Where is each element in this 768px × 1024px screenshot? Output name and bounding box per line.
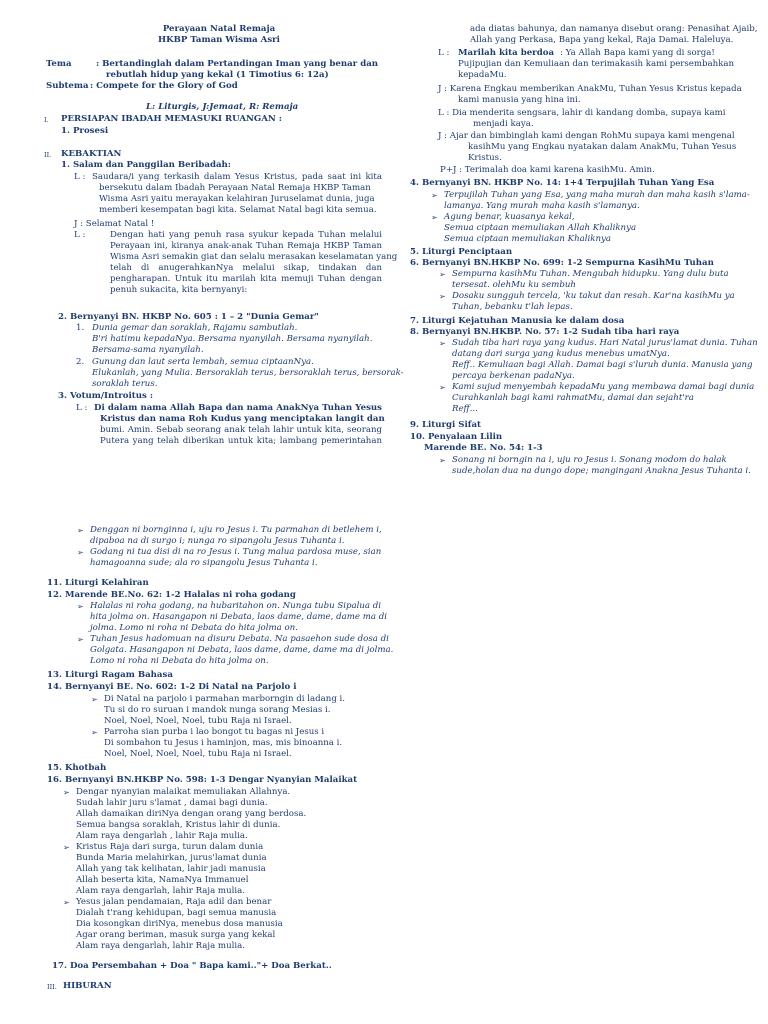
salam-j1: J : Selamat Natal ! — [74, 219, 155, 229]
section-2-numeral: II. — [44, 151, 52, 159]
salam-l1-prefix: L : — [74, 172, 86, 182]
salam-heading: 1. Salam dan Panggilan Beribadah: — [61, 160, 231, 170]
doa-marilah-rest: Pujipujian dan Kemuliaan dan terimakasih kami persembahkan kepadaMu. — [458, 59, 735, 80]
votum-heading: 3. Votum/Introitus : — [58, 391, 154, 401]
item-15: 15. Khotbah — [47, 763, 107, 773]
item-16-verses: ➢ Dengar nyanyian malaikat memuliakan Allahnya. Sudah lahir juru s'lamat , damai bagi dunia. Allah damaikan diriNya dengan orang yang berdosa. Semua bangsa soraklah, Kristus lahir di dunia. Alam raya dengarlah , lahir Raja mulia. ➢ Kristus Raja dari surga, turun dalam dunia Bunda Maria melahirkan, jurus'lamat dunia Allah yang tak kelihatan, lahir jadi manusia Allah beserta kita, NamaNya Immanuel Alam raya dengarlah, lahir Raja mulia. ➢ Yesus jalan pendamaian, Raja adil dan benar Dialah t'rang kehidupan, bagi semua manusia Dia kosongkan diriNya, menebus dosa manusia Agar orang beriman, masuk surga yang kekal Alam raya dengarlah, lahir Raja mulia. — [76, 787, 306, 952]
item-16: 16. Bernyanyi BN.HKBP No. 598: 1-3 Dengar Nyanyian Malaikat — [47, 775, 358, 785]
item-8: 8. Bernyanyi BN.HKBP. No. 57: 1-2 Sudah tiba hari raya — [410, 327, 680, 337]
item-14: 14. Bernyanyi BE. No. 602: 1-2 Di Natal na Parjolo i — [47, 682, 297, 692]
section-1-numeral: I. — [44, 116, 49, 124]
item-9: 9. Liturgi Sifat — [410, 420, 481, 430]
song-605-verse-1: Dunia gemar dan soraklah, Rajamu sambutlah. B'ri hatimu kepadaNya. Bersama nyanyilah. Bersama nyanyilah. Bersama-sama nyanyilah. — [92, 323, 373, 355]
item-8-verses: ➢ Sudah tiba hari raya yang kudus. Hari Natal jurus'lamat dunia. Tuhan datang dari surga yang kudus menebus umatNya. Reff.. Kemuliaan bagi Allah. Damai bagi s'luruh dunia. Manusia yang percaya berkenan padaNya. ➢ Kami sujud menyembah kepadaMu yang membawa damai bagi dunia Curahkanlah bagi kami rahmatMu, damai dan sejaht'ra Reff... — [452, 338, 758, 415]
song-605-verse-2: Gunung dan laut serta lembah, semua ciptaanNya. Elukanlah, yang Mulia. Bersoraklah terus, bersoraklah terus, bersorak- soraklah terus. — [92, 357, 404, 389]
doa-pj: P+J : Terimalah doa kami karena kasihMu. Amin. — [440, 165, 655, 175]
subtema-label: Subtema — [46, 81, 89, 91]
item-5: 5. Liturgi Penciptaan — [410, 247, 513, 257]
section-3-title: HIBURAN — [63, 981, 112, 991]
item-13: 13. Liturgi Ragam Bahasa — [47, 670, 173, 680]
song-605-heading: 2. Bernyanyi BN. HKBP No. 605 : 1 – 2 "Dunia Gemar" — [58, 312, 319, 322]
item-10-song: Marende BE. No. 54: 1-3 — [424, 443, 543, 453]
item-10: 10. Penyalaan Lilin — [410, 432, 503, 442]
tema-text-1: : Bertandinglah dalam Pertandingan Iman yang benar dan — [96, 59, 379, 69]
item-14-verses: ➢ Di Natal na parjolo i parmahan marborngin di ladang i. Tu si do ro suruan i mandok nunga sorang Mesias i. Noel, Noel, Noel, Noel, tubu Raja ni Israel. ➢ Parroha sian purba i lao bongot tu bagas ni Jesus i Di sombahon tu Jesus i haminjon, mas, mis binoanna i. Noel, Noel, Noel, Noel, tubu Raja ni Israel. — [104, 694, 345, 760]
item-12-verses: ➢ Halalas ni roha godang, na hubaritahon on. Nunga tubu Sipalua di hita jolma on. Hasangapon ni Debata, laos dame, dame, dame ma di jolma. Lomo ni roha ni Debata do hita jolma on. ➢ Tuhan Jesus hadomuan na disuru Debata. Na pasaehon sude dosa di Golgata. Hasangapon ni Debata, laos dame, dame, dame ma di jolma. Lomo ni roha ni Debata do hita jolma on. — [90, 601, 393, 667]
doa-j-ajar: J : Ajar dan bimbinglah kami dengan RohMu supaya kami mengenal kasihMu yang Engkau nyatakan dalam AnakMu, Tuhan Yesus Kristus. — [438, 131, 737, 163]
salam-l1-text: Saudara/i yang terkasih dalam Yesus Kristus, pada saat ini kita bersekutu dalam Ibadah Perayaan Natal Remaja HKBP Taman Wisma Asri yaitu merayakan kelahiran Juruselamat dunia, juga memberi kesempatan bagi kita. Selamat Natal bagi kita semua. — [92, 172, 382, 215]
doa-l-dia: L : Dia menderita sengsara, lahir di kandang domba, supaya kami menjadi kaya. — [438, 108, 726, 129]
song-605-v2-num: 2. — [76, 357, 85, 367]
song-605-v1-num: 1. — [76, 323, 85, 333]
item-4-verses: ➢ Terpujilah Tuhan yang Esa, yang maha murah dan maha kasih s'lama- lamanya. Yang murah maha kasih s'lamanya. ➢ Agung benar, kuasanya kekal, Semua ciptaan memuliakan Allah Khaliknya Semua ciptaan memuliakan Khaliknya — [444, 190, 750, 245]
doc-subtitle: HKBP Taman Wisma Asri — [158, 35, 280, 45]
role-legend: L: Liturgis, J:Jemaat, R: Remaja — [146, 102, 299, 112]
item-6: 6. Bernyanyi BN.HKBP No. 699: 1-2 Sempurna KasihMu Tuhan — [410, 258, 714, 268]
item-7: 7. Liturgi Kejatuhan Manusia ke dalam dosa — [410, 316, 625, 326]
doc-title: Perayaan Natal Remaja — [162, 24, 276, 34]
section-2-title: KEBAKTIAN — [61, 149, 122, 159]
tema-text-2: rebutlah hidup yang kekal (1 Timotius 6: 12a) — [106, 70, 329, 80]
votum-prefix: L : — [76, 403, 88, 413]
votum-continuation: ada diatas bahunya, dan namanya disebut orang: Penasihat Ajaib, Allah yang Perkasa, Bapa yang kekal, Raja Damai. Haleluya. — [470, 24, 758, 45]
item-6-verses: ➢ Sempurna kasihMu Tuhan. Mengubah hidupku. Yang dulu buta tersesat. olehMu ku sembuh ➢ Dosaku sungguh tercela, 'ku takut dan resah. Kar'na kasihMu ya Tuhan, bebanku t'lah lepas. — [452, 269, 735, 313]
doa-j-karena: J : Karena Engkau memberikan AnakMu, Tuhan Yesus Kristus kepada kami manusia yang hina ini. — [438, 84, 742, 105]
item-12: 12. Marende BE.No. 62: 1-2 Halalas ni roha godang — [47, 590, 296, 600]
salam-l2-text: Dengan hati yang penuh rasa syukur kepada Tuhan melalui Perayaan ini, kiranya anak-anak Tuhan Remaja HKBP Taman Wisma Asri semakin giat dan selalu merasakan keselamatan yang telah di anugerahkanNya melalui sikap, tindakan dan pengharapan. Untuk itu marilah kita memuji Tuhan dengan penuh sukacita, kita bernyanyi: — [110, 230, 398, 295]
subtema-text: : Compete for the Glory of God — [90, 81, 238, 91]
item-10-verses: ➢ Sonang ni borngin na i, uju ro Jesus i. Sonang modom do halak sude,holan dua na dungo dope; mangingani Anakna Jesus Tuhanta i. — [452, 455, 751, 477]
salam-l2-prefix: L : — [74, 230, 86, 240]
item-17: 17. Doa Persembahan + Doa " Bapa kami.."+ Doa Berkat.. — [52, 961, 332, 971]
votum-text: Di dalam nama Allah Bapa dan nama AnakNya Tuhan Yesus Kristus dan nama Roh Kudus yang menciptakan langit dan bumi. Amin. Sebab seorang anak telah lahir untuk kita, seorang Putera yang telah diberikan untuk kita; lambang pemerintahan — [94, 403, 385, 446]
doa-marilah-1: : Ya Allah Bapa kami yang di sorga! — [560, 48, 715, 58]
section-3-numeral: III. — [47, 983, 57, 991]
prosesi-item: 1. Prosesi — [61, 126, 109, 136]
item-4: 4. Bernyanyi BN. HKBP No. 14: 1+4 Terpujilah Tuhan Yang Esa — [410, 178, 715, 188]
section-1-title: PERSIAPAN IBADAH MEMASUKI RUANGAN : — [61, 114, 282, 124]
tema-label: Tema — [46, 59, 72, 69]
item-11: 11. Liturgi Kelahiran — [47, 578, 149, 588]
doa-marilah-bold: Marilah kita berdoa — [458, 48, 555, 58]
doa-l-prefix: L : — [438, 48, 450, 58]
batak-verse-block: ➢ Denggan ni bornginna i, uju ro Jesus i. Tu parmahan di betlehem i, dipaboa na di surgo i; nunga ro sipangolu Jesus Tuhanta i. ➢ Godang ni tua disi di na ro Jesus i. Tung malua pardosa muse, sian hamagoanna sude; ala ro sipangolu Jesus Tuhanta i. — [90, 525, 382, 569]
